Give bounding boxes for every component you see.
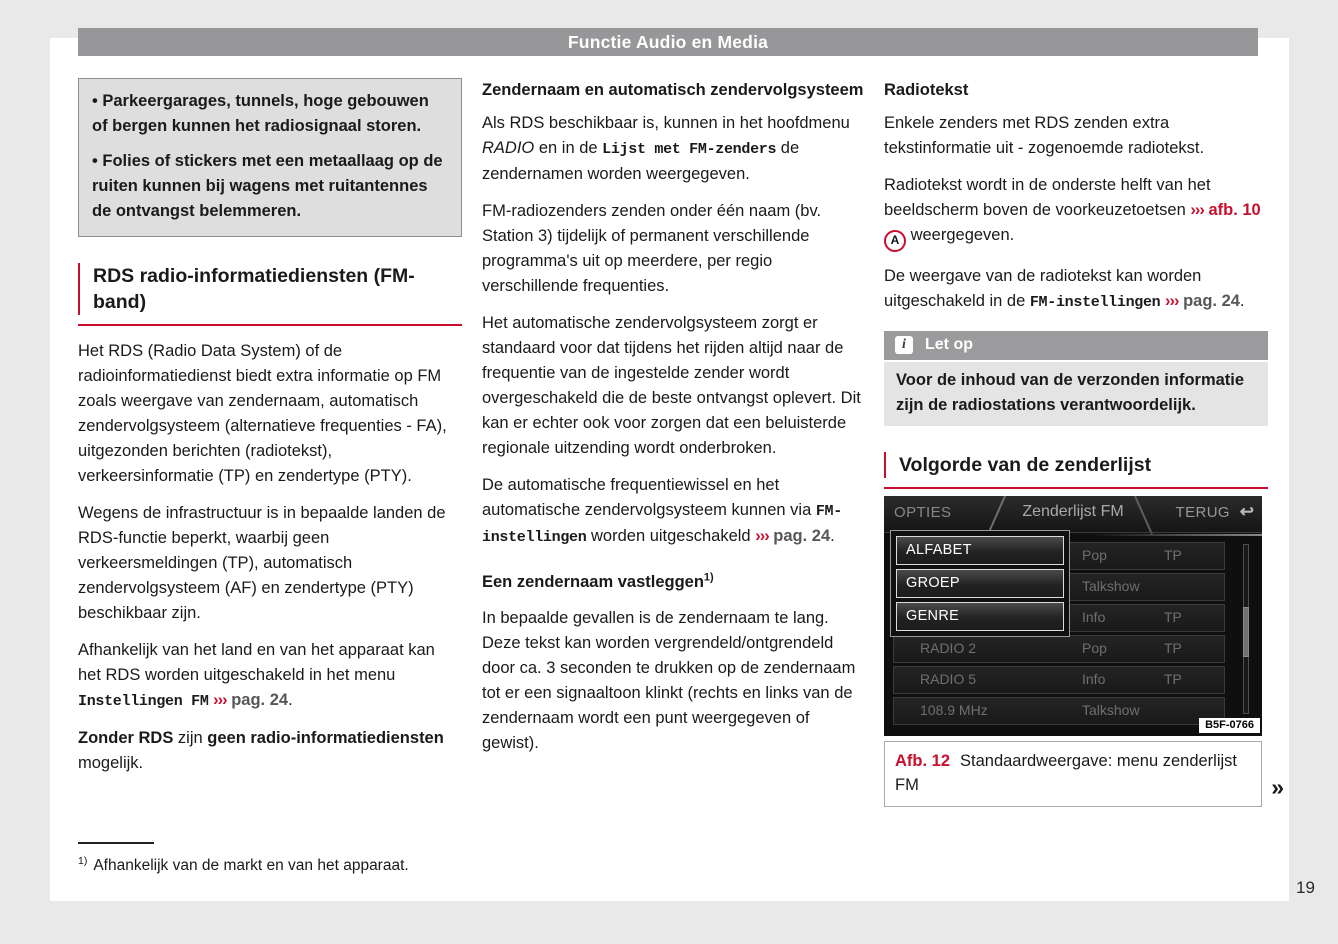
menu-name-italic: RADIO [482, 139, 535, 157]
cross-reference-chevrons: ››› [213, 691, 227, 709]
station-row: 108.9 MHz Talkshow [893, 697, 1225, 725]
station-row: RADIO 5 Info TP [893, 666, 1225, 694]
dropdown-item-groep: GROEP [896, 569, 1064, 598]
subsection-heading: Zendernaam en automatisch zendervolgsysteem [482, 81, 864, 99]
info-icon: i [895, 336, 913, 354]
options-tab: OPTIES [894, 503, 952, 521]
footnote-marker: 1) [703, 571, 714, 584]
page-continues-icon: » [1271, 773, 1284, 800]
column-right [884, 78, 1284, 807]
page-number: 19 [1296, 878, 1315, 897]
paragraph: De weergave van de radiotekst kan worden uitgeschakeld in de FM-instellingen ››› pag. 24. [884, 266, 1245, 311]
dropdown-item-genre: GENRE [896, 602, 1064, 631]
sort-options-dropdown [890, 530, 1070, 637]
note-box-header [884, 331, 1268, 360]
return-arrow-icon: ↩ [1239, 501, 1254, 521]
dropdown-item-alfabet: ALFABET [896, 536, 1064, 565]
paragraph: Als RDS beschikbaar is, kunnen in het hoofdmenu RADIO en in de Lijst met FM-zenders de zendernamen worden weergegeven. [482, 114, 850, 183]
column-middle [482, 78, 866, 768]
paragraph: Afhankelijk van het land en van het apparaat kan het RDS worden uitgeschakeld in het menu Instellingen FM ››› pag. 24. [78, 641, 435, 710]
menu-path: FM-instellingen [482, 503, 842, 546]
cross-reference-chevrons: ››› [755, 527, 769, 545]
paragraph: Zonder RDS zijn geen radio-informatiediensten mogelijk. [78, 729, 444, 772]
menu-path: Lijst met FM-zenders [602, 141, 777, 158]
station-row: Info TP [893, 604, 1225, 632]
station-row: RADIO 2 Pop TP [893, 635, 1225, 663]
note-box [884, 331, 1268, 426]
subsection-heading: Een zendernaam vastleggen$^{1)}$ [482, 571, 714, 591]
bullet-icon: • [92, 152, 98, 170]
paragraph: FM-radiozenders zenden onder één naam (bv. Station 3) tijdelijk of permanent verschillende programma's uit op meerdere, per regio verschillende frequenties. [482, 202, 822, 295]
callout-a-badge: A [884, 230, 906, 252]
cross-reference-chevrons: ››› [1164, 291, 1179, 310]
footnote [78, 842, 498, 875]
bullet-icon: • [92, 92, 98, 110]
figure-label: Afb. 12 [895, 751, 951, 770]
subsection-heading: Radiotekst [884, 81, 969, 99]
figure-scrollbar [1243, 544, 1249, 714]
back-tab: TERUG [1175, 503, 1230, 521]
menu-path: Instellingen FM [78, 693, 209, 710]
page-header-title: Functie Audio en Media [567, 31, 769, 52]
section-heading-rds [78, 263, 462, 326]
page-reference: pag. 24 [1183, 291, 1240, 310]
page-header [78, 28, 1258, 56]
paragraph: De automatische frequentiewissel en het automatische zendervolgsysteem kunnen via FM-instellingen worden uitgeschakeld ››› pag. 24. [482, 476, 842, 546]
paragraph: In bepaalde gevallen is de zendernaam te lang. Deze tekst kan worden vergrendeld/ontgrendeld door ca. 3 seconden te drukken op de zendernaam tot er een signaaltoon klinkt (rechts en links van de zendernaam wordt een punt weergegeven of gewist). [482, 609, 856, 752]
paragraph: Het RDS (Radio Data System) of de radioinformatiedienst biedt extra informatie op FM zoals weergave van zendernaam, automatisch zendervolgsysteem (alternatieve frequenties - FA), uitgezonden berichten (radiotekst), verkeersinformatie (TP) en zendertype (PTY). [78, 342, 447, 485]
menu-path: FM-instellingen [1029, 293, 1161, 311]
info-box-bullet: • Folies of stickers met een metaallaag op de ruiten kunnen bij wagens met ruitantennes de ontvangst belemmeren. [92, 152, 443, 220]
page-reference: pag. 24 [231, 691, 289, 709]
figure-reference: afb. 10 [1208, 201, 1261, 219]
section-title: RDS radio-informatiediensten (FM-band) [78, 263, 462, 315]
station-row: Talkshow [893, 573, 1225, 601]
figure-code: B5F-0766 [1199, 718, 1260, 733]
paragraph: Radiotekst wordt in de onderste helft van het beeldscherm boven de voorkeuzetoetsen ››› afb. 10 A weergegeven. [884, 173, 1268, 252]
section-title: Volgorde van de zenderlijst [884, 452, 1268, 478]
station-row: Pop TP [893, 542, 1225, 570]
figure-caption: Afb. 12 Standaardweergave: menu zenderlijst FM [884, 741, 1262, 807]
info-box-bullet: • Parkeergarages, tunnels, hoge gebouwen of bergen kunnen het radiosignaal storen. [92, 92, 429, 135]
scrollbar-thumb [1243, 607, 1249, 657]
column-left [78, 78, 462, 788]
page-reference: pag. 24 [773, 527, 831, 545]
note-box-title: Let op [925, 336, 973, 353]
info-box [78, 78, 462, 237]
divider [1092, 534, 1262, 536]
note-box-body: Voor de inhoud van de verzonden informatie zijn de radiostations verantwoordelijk. [884, 360, 1268, 426]
paragraph: Het automatische zendervolgsysteem zorgt er standaard voor dat tijdens het rijden altijd naar de frequentie van de ingestelde zender wordt overgeschakeld die de beste ontvangst oplevert. Dit kan er echter ook voor zorgen dat een beluisterde regionale uitzending wordt onderbroken. [482, 314, 861, 457]
figure-caption-wrap [884, 741, 1284, 807]
footnote-rule [78, 842, 154, 844]
paragraph: Enkele zenders met RDS zenden extra tekstinformatie uit - zogenoemde radiotekst. [884, 114, 1205, 157]
footnote-text: Afhankelijk van de markt en van het apparaat. [93, 857, 409, 874]
section-heading-zenderlijst [884, 452, 1268, 489]
figure-screen-title: Zenderlijst FM [1022, 502, 1124, 520]
footnote-marker: 1) [78, 854, 88, 867]
cross-reference-chevrons: ››› [1190, 201, 1204, 219]
infotainment-figure [884, 496, 1262, 736]
figure-top-bar [884, 496, 1262, 532]
paragraph: Wegens de infrastructuur is in bepaalde landen de RDS-functie beperkt, waarbij geen verkeersmeldingen (TP), automatisch zendervolgsysteem (AF) en zendertype (PTY) beschikbaar zijn. [78, 504, 446, 622]
